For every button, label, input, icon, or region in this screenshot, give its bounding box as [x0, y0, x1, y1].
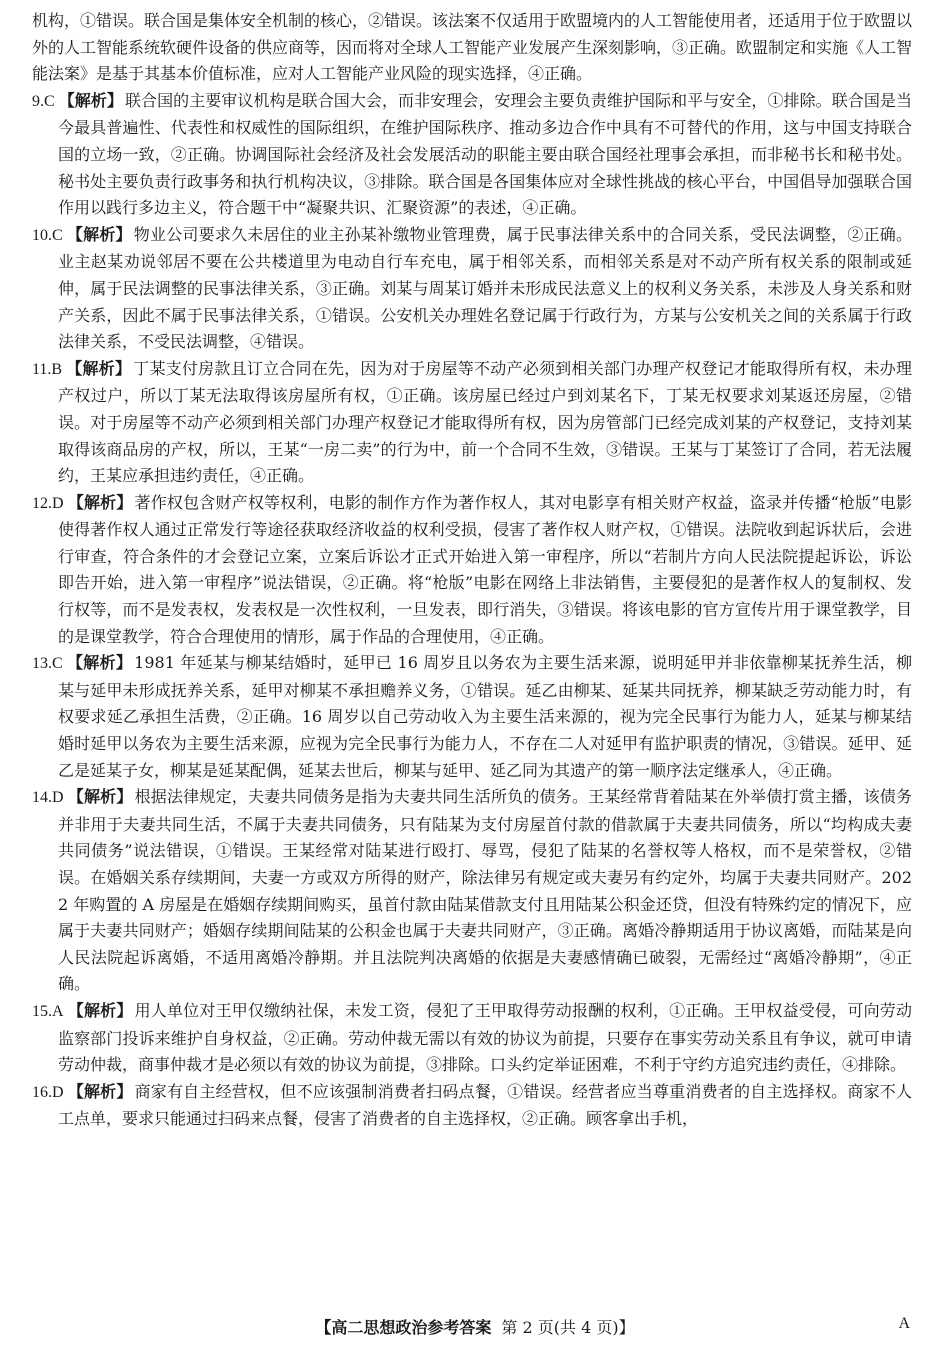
- answer-item-15: [32, 998, 912, 1079]
- answer-item-16: [32, 1079, 912, 1133]
- analysis-tag: 【解析】: [67, 787, 133, 807]
- item-text: 物业公司要求久未居住的业主孙某补缴物业管理费，属于民事法律关系中的合同关系，受民法调整，②正确。业主赵某劝说邻居不要在公共楼道里为电动自行车充电，属于相邻关系，而相邻关系是对不动产所有权关系的限制或延伸，属于民法调整的民事法律关系，③正确。刘某与周某订婚并未形成民法意义上的权利义务关系，未涉及人身关系和财产关系，因此不属于民事法律关系，①错误。公安机关办理姓名登记属于行政行为，方某与公安机关之间的关系属于行政法律关系，不受民法调整，④错误。: [58, 224, 912, 352]
- item-number: 9.C: [32, 92, 55, 110]
- item-text: 联合国的主要审议机构是联合国大会，而非安理会，安理会主要负责维护国际和平与安全，①排除。联合国是当今最具普遍性、代表性和权威性的国际组织，在维护国际秩序、推动多边合作中具有不可替代的作用，这与中国支持联合国的立场一致，②正确。协调国际社会经济及社会发展活动的职能主要由联合国经社理事会承担，而非秘书长和秘书处。秘书处主要负责行政事务和执行机构决议，③排除。联合国是各国集体应对全球性挑战的核心平台，中国倡导加强联合国作用以践行多边主义，符合题干中“凝聚共识、汇聚资源”的表述，④正确。: [58, 90, 912, 218]
- analysis-tag: 【解析】: [58, 90, 123, 110]
- item-text: 根据法律规定，夫妻共同债务是指为夫妻共同生活所负的债务。王某经常背着陆某在外举债打赏主播，该债务并非用于夫妻共同生活，不属于夫妻共同债务，只有陆某为支付房屋首付款的借款属于夫妻共同债务，所以“均构成夫妻共同债务”说法错误，①错误。王某经常对陆某进行殴打、辱骂，侵犯了陆某的名誉权等人格权，而不是荣誉权，②错误。在婚姻关系存续期间，夫妻一方或双方所得的财产，除法律另有规定或夫妻另有约定外，均属于夫妻共同财产。2022 年购置的 A 房屋是在婚姻存续期间购买，虽首付款由陆某借款支付且用陆某公积金还贷，但没有特殊约定的情况下，应属于夫妻共同财产；婚姻存续期间陆某的公积金也属于夫妻共同财产，③正确。离婚冷静期适用于协议离婚，而陆某是向人民法院起诉离婚，不适用离婚冷静期。并且法院判决离婚的依据是夫妻感情确已破裂，无需经过“离婚冷静期”，④正确。: [58, 787, 912, 994]
- analysis-tag: 【解析】: [66, 653, 133, 673]
- answer-item-13: [32, 650, 912, 784]
- page-footer: [0, 1315, 950, 1339]
- item-text: 1981 年延某与柳某结婚时，延甲已 16 周岁且以务农为主要生活来源，说明延甲并非依靠柳某抚养生活，柳某与延甲未形成抚养关系，延甲对柳某不承担赡养义务，①错误。延乙由柳某、延某共同抚养，柳某缺乏劳动能力时，有权要求延乙承担生活费，②正确。16 周岁以自己劳动收入为主要生活来源的，视为完全民事行为能力人，延某与柳某结婚时延甲以务农为主要生活来源，应视为完全民事行为能力人，不存在二人对延甲有监护职责的情况，③错误。延甲、延乙是延某子女，柳某是延某配偶，延某去世后，柳某与延甲、延乙同为其遗产的第一顺序法定继承人，④正确。: [58, 653, 912, 780]
- footer-version-letter: A: [898, 1315, 910, 1332]
- item-text: 丁某支付房款且订立合同在先，因为对于房屋等不动产必须到相关部门办理产权登记才能取得所有权，未办理产权过户，所以丁某无法取得该房屋所有权，①正确。该房屋已经过户到刘某名下，丁某无权要求刘某返还房屋，②错误。对于房屋等不动产必须到相关部门办理产权登记才能取得所有权，因为房管部门已经完成刘某的产权登记，支持刘某取得该商品房的产权，所以，王某“一房二卖”的行为中，前一个合同不生效，③错误。王某与丁某签订了合同，若无法履约，王某应承担违约责任，④正确。: [58, 358, 912, 486]
- item-text: 用人单位对王甲仅缴纳社保，未发工资，侵犯了王甲取得劳动报酬的权利，①正确。王甲权益受侵，可向劳动监察部门投诉来维护自身权益，②正确。劳动仲裁无需以有效的协议为前提，只要存在事实劳动关系且有争议，就可申请劳动仲裁，商事仲裁才是必须以有效的协议为前提，③排除。口头约定举证困难，不利于守约方追究违约责任，④排除。: [58, 1000, 912, 1075]
- analysis-tag: 【解析】: [67, 1000, 133, 1020]
- answer-item-12: [32, 490, 912, 651]
- item-number: 11.B: [32, 360, 63, 378]
- footer-doc-title: 【高二思想政治参考答案: [315, 1318, 492, 1337]
- answer-item-9: [32, 88, 912, 222]
- footer-title: [0, 1315, 950, 1338]
- answer-item-10: [32, 222, 912, 356]
- item-text: 商家有自主经营权，但不应该强制消费者扫码点餐，①错误。经营者应当尊重消费者的自主选择权。商家不人工点单，要求只能通过扫码来点餐，侵害了消费者的自主选择权，②正确。顾客拿出手机，: [58, 1081, 912, 1129]
- analysis-tag: 【解析】: [66, 224, 132, 244]
- item-number: 12.D: [32, 494, 64, 512]
- item-text: 著作权包含财产权等权利，电影的制作方作为著作权人，其对电影享有相关财产权益，盗录并传播“枪版”电影使得著作权人通过正常发行等途径获取经济收益的权利受损，侵害了著作权人财产权，①错误。法院收到起诉状后，会进行审查，符合条件的才会登记立案，立案后诉讼才正式开始进入第一审程序，所以“若制片方向人民法院提起诉讼，诉讼即告开始，进入第一审程序”说法错误，②正确。将“枪版”电影在网络上非法销售，主要侵犯的是著作权人的复制权、发行权等，而不是发表权，发表权是一次性权利，一旦发表，即行消失，③错误。将该电影的官方宣传片用于课堂教学，目的是课堂教学，符合合理使用的情形，属于作品的合理使用，④正确。: [58, 492, 912, 646]
- analysis-tag: 【解析】: [67, 1081, 133, 1101]
- intro-paragraph: 机构，①错误。联合国是集体安全机制的核心，②错误。该法案不仅适用于欧盟境内的人工智能使用者，还适用于位于欧盟以外的人工智能系统软硬件设备的供应商等，因而将对全球人工智能产业发展产生深刻影响，③正确。欧盟制定和实施《人工智能法案》是基于其基本价值标准，应对人工智能产业风险的现实选择，④正确。: [32, 11, 913, 84]
- item-number: 16.D: [32, 1083, 64, 1101]
- item-number: 13.C: [32, 655, 63, 673]
- answer-document: [32, 8, 912, 1133]
- analysis-tag: 【解析】: [66, 358, 132, 378]
- item-number: 14.D: [32, 789, 64, 807]
- answer-item-11: [32, 356, 912, 490]
- item-number: 10.C: [32, 226, 63, 244]
- footer-page-number: 第 2 页(共 4 页)】: [501, 1318, 635, 1337]
- answer-item-14: [32, 784, 912, 998]
- item-number: 15.A: [32, 1002, 64, 1020]
- analysis-tag: 【解析】: [67, 492, 133, 512]
